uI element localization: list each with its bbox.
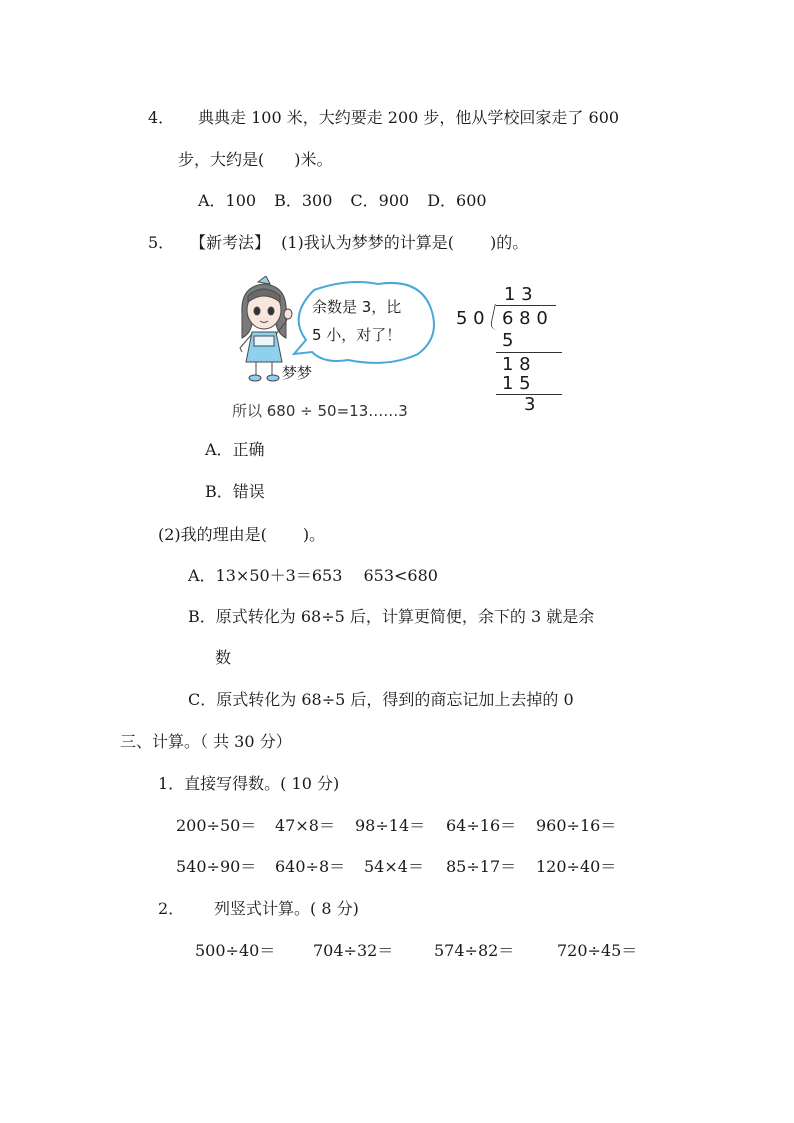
girl-name-label: 梦梦	[282, 364, 313, 382]
q4-text-after-blank: )米。	[294, 150, 333, 169]
calc-item: 64÷16＝	[446, 816, 517, 835]
q4-options	[198, 190, 505, 212]
q5-option-b[interactable]: B．错误	[205, 482, 265, 501]
q4-text-before-blank: 步，大约是(	[178, 150, 265, 169]
calc-item: 640÷8＝	[275, 857, 346, 876]
mental-math-row-2	[0, 856, 794, 878]
division-quotient: 1 3	[504, 284, 533, 305]
calc-item: 54×4＝	[364, 857, 424, 876]
division-divisor: 5 0	[456, 308, 485, 329]
q4-text-line1: 典典走 100 米，大约要走 200 步，他从学校回家走了 600	[198, 108, 620, 127]
q4-option-c[interactable]: C．900	[350, 191, 410, 210]
q5-part2-line	[158, 524, 325, 546]
calc-item: 120÷40＝	[536, 857, 617, 876]
q5-reason-c[interactable]: C．原式转化为 68÷5 后，得到的商忘记加上去掉的 0	[188, 690, 574, 709]
q5-option-a[interactable]: A．正确	[205, 440, 265, 459]
section3-sub1: 1．直接写得数。( 10 分)	[158, 774, 340, 793]
division-step-1: 5	[502, 330, 514, 351]
q4-option-a[interactable]: A．100	[198, 191, 257, 210]
calc-item: 98÷14＝	[355, 816, 426, 835]
q5-number: 5．	[148, 233, 175, 252]
calc-item: 85÷17＝	[446, 857, 517, 876]
q5-tag: 【新考法】	[190, 233, 271, 252]
q5-part1-after-blank: )的。	[490, 233, 529, 252]
q5-reason-b-line2: 数	[215, 648, 232, 667]
q5-conclusion: 所以 680 ÷ 50=13……3	[232, 402, 408, 420]
division-bar	[496, 305, 556, 306]
calc-item: 720÷45＝	[557, 941, 638, 960]
speech-bubble	[294, 282, 434, 363]
division-step-2: 1 8	[502, 354, 531, 375]
mental-math-row-1	[0, 815, 794, 837]
division-step-3: 1 5	[502, 373, 531, 394]
division-dividend: 6 8 0	[502, 308, 548, 329]
calc-item: 540÷90＝	[176, 857, 257, 876]
calc-item: 574÷82＝	[434, 941, 515, 960]
q4-number: 4．	[148, 108, 175, 127]
calc-item: 200÷50＝	[176, 816, 257, 835]
calc-item: 960÷16＝	[536, 816, 617, 835]
section3-title: 三、计算。（ 共 30 分）	[120, 732, 292, 751]
vertical-calc-row	[0, 940, 794, 962]
section3-sub2-text: 列竖式计算。( 8 分)	[214, 899, 359, 918]
division-remainder: 3	[524, 394, 536, 415]
bubble-line-1: 余数是 3，比	[312, 298, 402, 316]
q4-option-d[interactable]: D．600	[427, 191, 487, 210]
section3-sub2-number: 2．	[158, 899, 185, 918]
q5-reason-a[interactable]: A．13×50＋3＝653 653<680	[188, 566, 438, 585]
q4-option-b[interactable]: B．300	[274, 191, 333, 210]
q4-text-line2	[178, 149, 333, 171]
bubble-line-2: 5 小，对了！	[312, 326, 402, 344]
calc-item: 47×8＝	[275, 816, 335, 835]
q5-part2-after-blank: )。	[302, 525, 326, 544]
division-rule-1	[496, 352, 562, 353]
q5-part1-line	[190, 232, 528, 254]
q5-reason-b-line1[interactable]: B．原式转化为 68÷5 后，计算更简便，余下的 3 就是余	[188, 607, 595, 626]
q5-part2-before-blank: (2)我的理由是(	[158, 525, 267, 544]
q5-figure	[228, 276, 578, 426]
calc-item: 500÷40＝	[195, 941, 276, 960]
q5-part1-before-blank: (1)我认为梦梦的计算是(	[281, 233, 455, 252]
calc-item: 704÷32＝	[313, 941, 394, 960]
long-division	[456, 284, 576, 415]
